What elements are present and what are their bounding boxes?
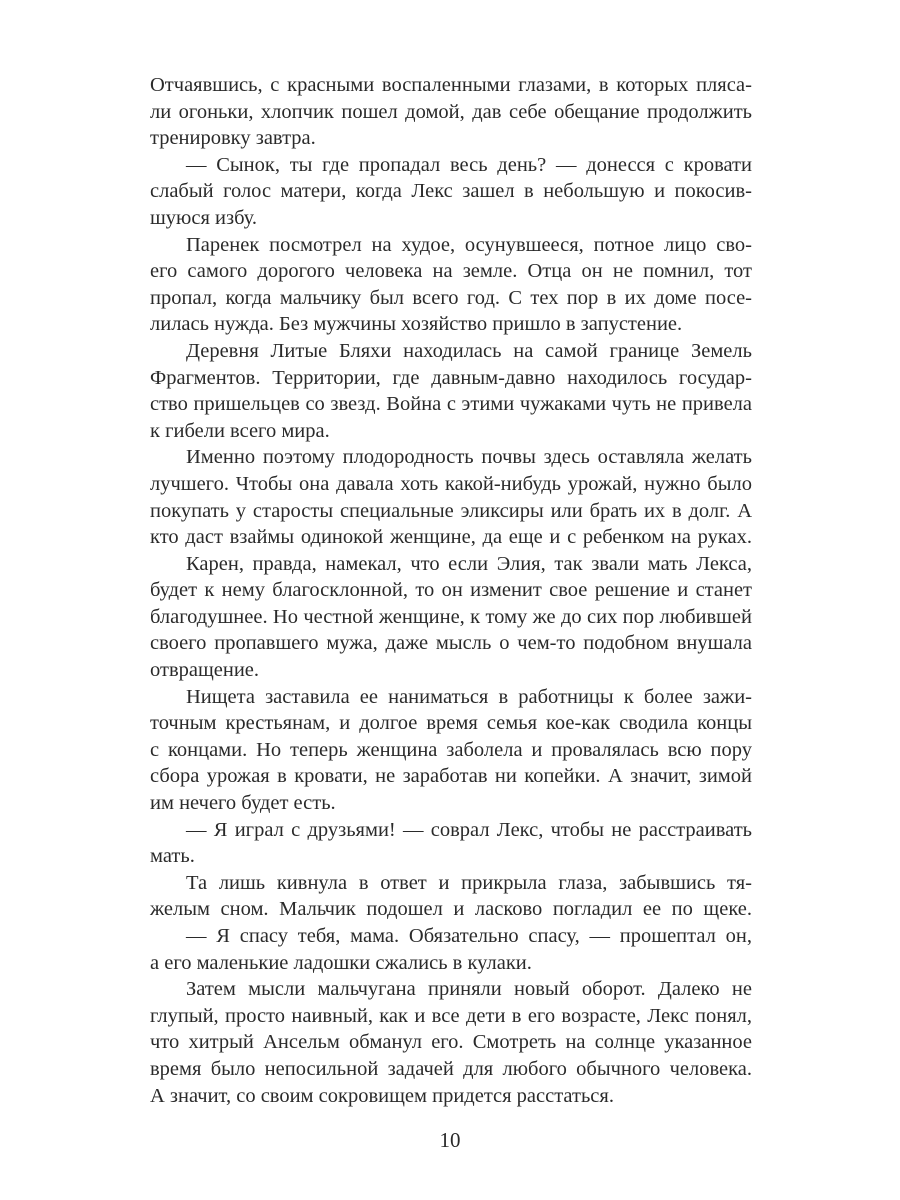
- text-line: а его маленькие ладошки сжались в кулаки.: [150, 951, 532, 974]
- text-line: — Я спасу тебя, мама. Обязательно спасу, — прошептал он,: [186, 925, 752, 947]
- text-line: Та лишь кивнула в ответ и прикрыла глаза, забывшись тя-: [186, 871, 752, 894]
- text-line: время было непосильной задачей для любого обычного человека.: [150, 1057, 752, 1080]
- text-line: ство пришельцев со звезд. Война с этими чужаками чуть не привела: [150, 393, 752, 416]
- text-line: сбора урожая в кровати, не заработав ни копейки. А значит, зимой: [150, 765, 752, 788]
- text-line: им нечего будет есть.: [150, 792, 336, 815]
- text-line: Деревня Литые Бляхи находилась на самой границе Земель: [186, 339, 752, 362]
- text-line: к гибели всего мира.: [150, 419, 330, 442]
- text-line: слабый голос матери, когда Лекс зашел в небольшую и покосив-: [150, 180, 752, 203]
- text-line: Паренек посмотрел на худое, осунувшееся, потное лицо сво-: [186, 233, 752, 256]
- text-line: Затем мысли мальчугана приняли новый оборот. Далеко не: [186, 978, 752, 1001]
- text-line: его самого дорогого человека на земле. Отца он не помнил, тот: [150, 260, 752, 283]
- page-number: 10: [439, 1128, 461, 1152]
- text-line: лучшего. Чтобы она давала хоть какой-нибудь урожай, нужно было: [150, 472, 752, 495]
- text-line: шуюся избу.: [150, 206, 258, 229]
- text-line: Фрагментов. Территории, где давным-давно находилось государ-: [150, 366, 752, 389]
- text-line: А значит, со своим сокровищем придется расстаться.: [150, 1084, 614, 1107]
- text-line: Именно поэтому плодородность почвы здесь оставляла желать: [186, 446, 752, 469]
- text-line: — Я играл с друзьями! — соврал Лекс, чтобы не расстраивать: [186, 818, 752, 841]
- text-line: покупать у старосты специальные эликсиры или брать их в долг. А: [150, 499, 752, 522]
- text-line: тренировку завтра.: [150, 127, 316, 150]
- text-line: пропал, когда мальчику был всего год. С тех пор в их доме посе-: [150, 286, 752, 309]
- text-line: точным крестьянам, и долгое время семья кое-как сводила концы: [150, 712, 752, 735]
- text-line: своего пропавшего мужа, даже мысль о чем-то подобном внушала: [150, 632, 752, 655]
- text-line: желым сном. Мальчик подошел и ласково погладил ее по щеке.: [150, 898, 752, 921]
- text-line: отвращение.: [150, 659, 260, 682]
- text-line: мать.: [150, 845, 195, 868]
- text-line: что хитрый Ансельм обманул его. Смотреть на солнце указанное: [150, 1031, 752, 1054]
- text-line: Карен, правда, намекал, что если Элия, так звали мать Лекса,: [186, 552, 752, 575]
- text-line: кто даст взаймы одинокой женщине, да еще и с ребенком на руках.: [150, 526, 752, 549]
- text-line: будет к нему благосклонной, то он изменит свое решение и станет: [150, 579, 752, 602]
- page-body-text: [150, 72, 752, 1109]
- text-line: с концами. Но теперь женщина заболела и провалялась всю пору: [150, 738, 752, 761]
- text-line: ли огоньки, хлопчик пошел домой, дав себе обещание продолжить: [150, 100, 752, 123]
- text-line: благодушнее. Но честной женщине, к тому же до сих пор любившей: [150, 605, 752, 628]
- text-line: Отчаявшись, с красными воспаленными глазами, в которых пляса-: [150, 74, 752, 96]
- text-line: — Сынок, ты где пропадал весь день? — донесся с кровати: [186, 153, 752, 176]
- text-line: глупый, просто наивный, как и все дети в его возрасте, Лекс понял,: [150, 1004, 752, 1027]
- text-line: Нищета заставила ее наниматься в работницы к более зажи-: [186, 685, 752, 708]
- text-line: лилась нужда. Без мужчины хозяйство пришло в запустение.: [150, 313, 683, 336]
